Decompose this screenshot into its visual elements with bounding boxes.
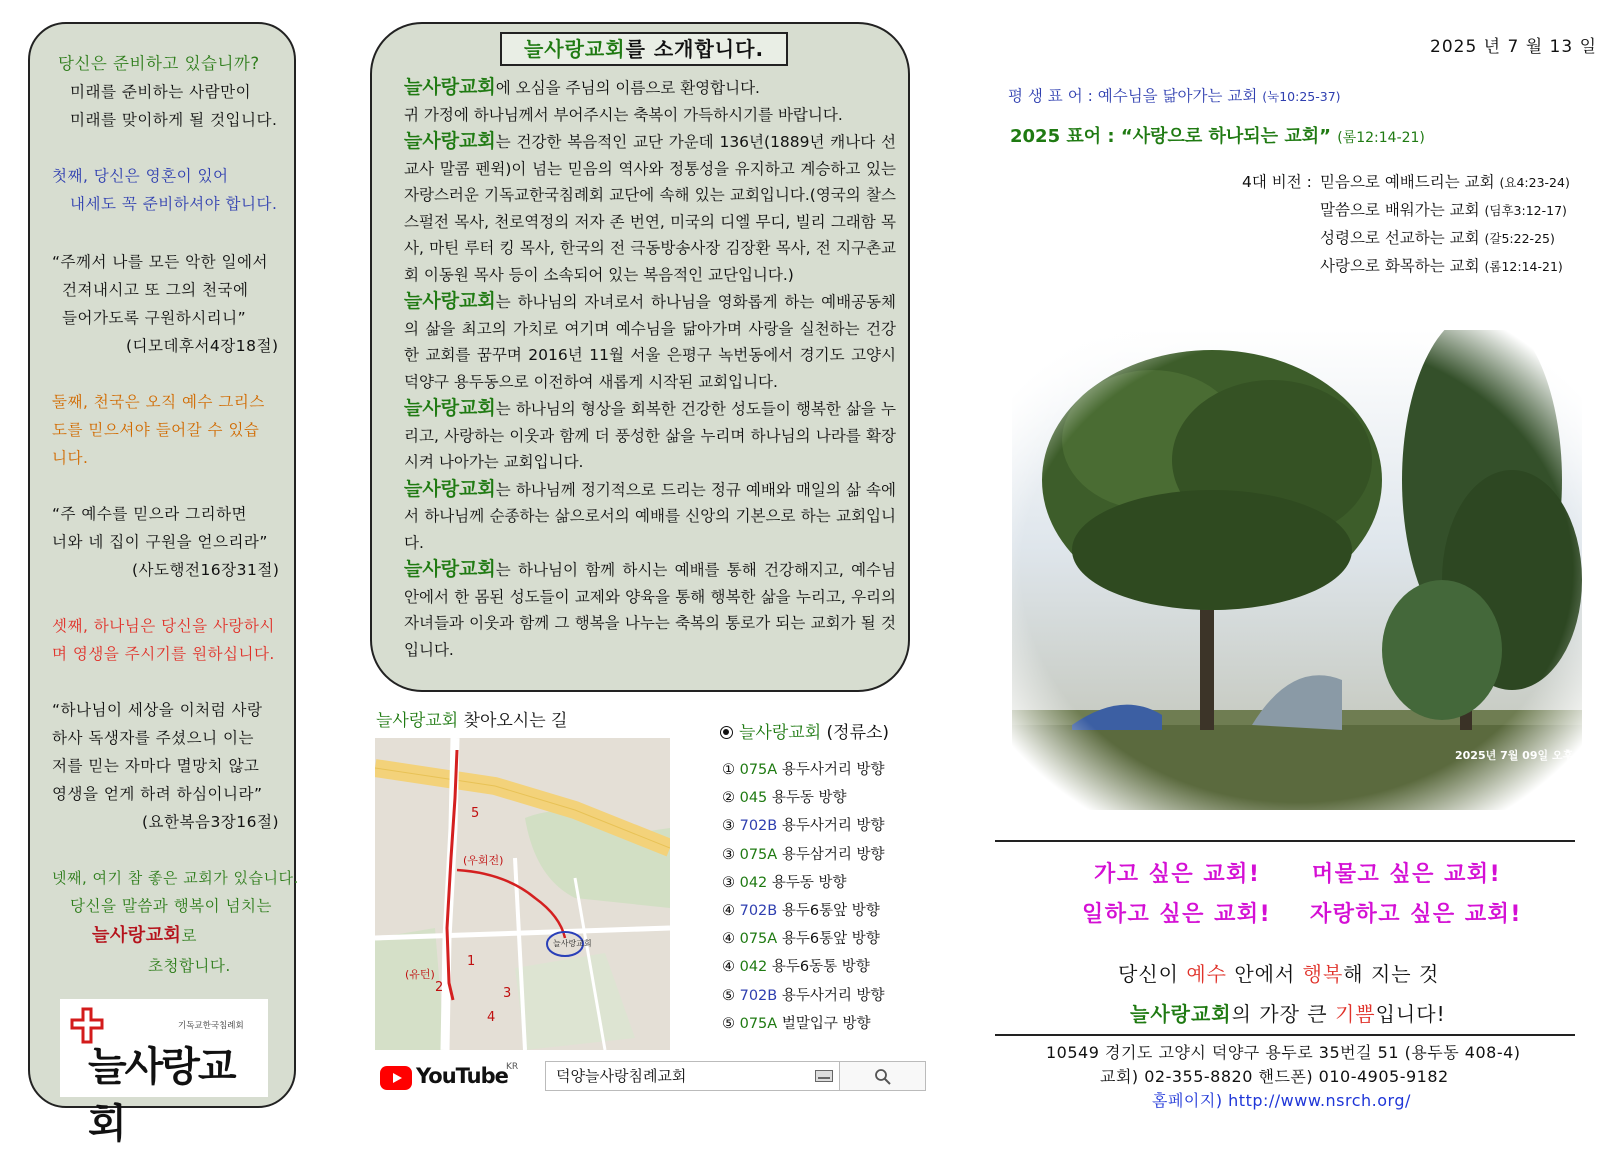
verse-line: 너와 네 집이 구원을 얻으리라”: [52, 533, 268, 551]
verse-reference: (요한복음3장16절): [142, 813, 280, 831]
bus-direction: 용두삼거리 방향: [781, 846, 885, 863]
intro-paragraph: 늘사랑교회는 하나님의 형상을 회복한 건강한 성도들이 행복한 삶을 누리고, 사랑하는 이웃과 함께 더 풍성한 삶을 누리며 하나님의 나라를 확장시켜 나아가는 교회입니다.: [404, 397, 896, 471]
youtube-logo[interactable]: [380, 1062, 530, 1094]
stop-number: ③: [722, 874, 735, 891]
stop-number: ④: [722, 959, 735, 976]
vision-item: 성령으로 선교하는 교회 (갈5:22-25): [1320, 229, 1555, 247]
bus-stop-row: [722, 843, 885, 864]
youtube-wordmark: YouTube: [416, 1064, 508, 1088]
bus-number: 042: [739, 959, 768, 976]
map-label-turn-right: (우회전): [463, 854, 504, 867]
church-phones: 교회) 02-355-8820 핸드폰) 010-4905-9182: [1100, 1067, 1449, 1086]
bus-direction: 용두사거리 방향: [781, 762, 885, 778]
bus-direction: 용두동 방향: [771, 790, 847, 807]
map-graphic: [375, 738, 670, 1050]
slogan-stay: 머물고 싶은 교회!: [1312, 862, 1502, 887]
bus-number: 075A: [739, 1015, 778, 1032]
bus-stop-row: [722, 927, 880, 948]
bus-stop-row: [722, 814, 885, 835]
map-marker-5: 5: [471, 806, 480, 821]
intro-paragraph: 늘사랑교회는 하나님의 자녀로서 하나님을 영화롭게 하는 예배공동체의 삶을 최고의 가치로 여기며 예수님을 닮아가며 사랑을 실천하는 건강한 교회를 꿈꾸며 2016년 11월 서울 은평구 녹번동에서 경기도 고양시 덕양구 용두동으로 이전하여 새롭게 시작된 교회입니다.: [404, 290, 896, 391]
search-input[interactable]: 덕양늘사랑침례교회: [545, 1061, 840, 1091]
first-point: 내세도 꼭 준비하셔야 합니다.: [70, 195, 278, 213]
stop-number: ③: [722, 846, 735, 863]
invitation-panel: [28, 22, 299, 1147]
bus-direction: 용두사거리 방향: [781, 818, 885, 835]
stop-number: ②: [722, 790, 735, 807]
question-title: 당신은 준비하고 있습니까?: [58, 54, 260, 73]
verse-line: 하사 독생자를 주셨으니 이는: [52, 729, 254, 747]
first-point: 첫째, 당신은 영혼이 있어: [52, 167, 229, 185]
logo-church-name: 늘사랑교회: [88, 1044, 235, 1147]
keyboard-icon[interactable]: [815, 1070, 833, 1082]
vision-label: 4대 비전 :: [1242, 173, 1312, 191]
stop-number: ①: [722, 762, 735, 778]
church-logo: [60, 999, 268, 1147]
bus-direction: 용두6통앞 방향: [781, 931, 880, 948]
bus-stop-row: [722, 871, 847, 892]
bus-number: 045: [739, 790, 768, 807]
intro-paragraph: 귀 가정에 하나님께서 부어주시는 축복이 가득하시기를 바랍니다.: [404, 105, 843, 124]
map-marker-1: 1: [467, 954, 476, 969]
church-homepage-link[interactable]: 홈페이지) http://www.nsrch.org/: [1152, 1091, 1411, 1110]
slogan-proud: 자랑하고 싶은 교회!: [1310, 902, 1522, 927]
verse-line: 저를 믿는 자마다 멸망치 않고: [52, 757, 260, 775]
map-marker-2: 2: [435, 980, 444, 995]
vision-item: 말씀으로 배워가는 교회 (딤후3:12-17): [1320, 201, 1567, 219]
stop-number: ④: [722, 931, 735, 948]
intro-body: [404, 74, 896, 663]
bus-stop-row: [722, 984, 885, 1005]
bus-direction: 벌말입구 방향: [781, 1015, 871, 1032]
bus-direction: 용두동 방향: [771, 874, 847, 891]
bus-number: 075A: [739, 762, 778, 778]
search-button[interactable]: [840, 1061, 926, 1091]
bus-stop-row: [722, 899, 880, 920]
vision-item: 믿음으로 예배드리는 교회 (요4:23-24): [1320, 173, 1570, 191]
slogan-work: 일하고 싶은 교회!: [1082, 902, 1272, 927]
photo-timestamp: 2025년 7월 09일 오후 6:54: [1455, 749, 1605, 762]
lifetime-motto: 평 생 표 어 : 예수님을 닮아가는 교회 (눅10:25-37): [1008, 87, 1341, 105]
divider: [995, 1034, 1575, 1036]
vision-item: 사랑으로 화목하는 교회 (롬12:14-21): [1320, 257, 1563, 275]
slogan-go: 가고 싶은 교회!: [1094, 862, 1261, 887]
verse-line: “주 예수를 믿으라 그리하면: [52, 505, 248, 523]
verse-line: “하나님이 세상을 이처럼 사랑: [52, 701, 263, 719]
stop-number: ⑤: [722, 1015, 735, 1032]
bus-number: 702B: [739, 987, 778, 1004]
third-point: 며 영생을 주시기를 원하십니다.: [52, 645, 275, 663]
intro-title: 늘사랑교회를 소개합니다.: [500, 32, 788, 66]
verse-line: 들어가도록 구원하시리니”: [62, 309, 247, 327]
second-point: 둘째, 천국은 오직 예수 그리스: [52, 393, 265, 411]
second-point: 도를 믿으셔야 들어갈 수 있습: [52, 421, 260, 439]
directions-heading: 늘사랑교회 찾아오시는 길: [376, 711, 568, 731]
map-church-label: 늘사랑교회: [553, 939, 592, 948]
fourth-point: 초청합니다.: [148, 957, 231, 975]
verse-reference: (사도행전16장31절): [132, 561, 280, 579]
fourth-point: 넷째, 여기 참 좋은 교회가 있습니다.: [52, 869, 299, 887]
bus-number: 075A: [739, 931, 778, 948]
fourth-point-church: 늘사랑교회로: [92, 925, 197, 946]
map-label-uturn: (유턴): [405, 968, 435, 981]
question-line: 미래를 준비하는 사람만이: [70, 83, 252, 101]
radio-icon: [720, 726, 733, 739]
bus-number: 075A: [739, 846, 778, 863]
bus-stop-row: [722, 786, 847, 807]
verse-reference: (디모데후서4장18절): [126, 337, 279, 355]
bus-number: 702B: [739, 818, 778, 835]
youtube-region: KR: [506, 1062, 519, 1072]
question-line: 미래를 맞이하게 될 것입니다.: [70, 111, 278, 129]
verse-line: “주께서 나를 모든 악한 일에서: [52, 253, 268, 271]
intro-paragraph: 늘사랑교회는 하나님께 정기적으로 드리는 정규 예배와 매일의 삶 속에서 하나님께 순종하는 삶으로서의 예배를 신앙의 기본으로 하는 교회입니다.: [404, 477, 896, 552]
joy-line: 늘사랑교회의 가장 큰 기쁨입니다!: [1130, 1002, 1446, 1026]
logo-denomination: 기독교한국침례회: [178, 1021, 244, 1031]
divider: [995, 840, 1575, 842]
search-icon: [874, 1068, 892, 1086]
bus-direction: 용두6통앞 방향: [781, 903, 880, 919]
youtube-play-icon: [380, 1066, 412, 1090]
bus-direction: 용두6동통 방향: [771, 959, 870, 976]
joy-line: 당신이 예수 안에서 행복해 지는 것: [1118, 962, 1440, 986]
second-point: 니다.: [52, 449, 89, 467]
stop-number: ④: [722, 903, 735, 919]
directions-map[interactable]: [375, 738, 670, 1050]
map-marker-4: 4: [487, 1010, 496, 1025]
bus-number: 042: [739, 874, 768, 891]
verse-line: 건져내시고 또 그의 천국에: [62, 281, 249, 299]
bus-number: 702B: [739, 903, 778, 919]
third-point: 셋째, 하나님은 당신을 사랑하시: [52, 617, 275, 635]
bus-stops-heading: 늘사랑교회 (정류소): [720, 718, 889, 743]
bulletin-date: 2025 년 7 월 13 일: [1430, 37, 1597, 57]
church-address: 10549 경기도 고양시 덕양구 용두로 35번길 51 (용두동 408-4): [1046, 1043, 1521, 1062]
map-marker-3: 3: [503, 986, 512, 1001]
intro-paragraph: 늘사랑교회는 하나님이 함께 하시는 예배를 통해 건강해지고, 예수님 안에서 한 몸된 성도들이 교제와 양육을 통해 행복한 삶을 누리고, 우리의 자녀들과 이웃과 함께 그 행복을 나누는 축복의 통로가 되는 교회가 될 것입니다.: [404, 558, 896, 659]
bus-direction: 용두사거리 방향: [781, 987, 885, 1004]
year-motto: 2025 표어 : “사랑으로 하나되는 교회” (롬12:14-21): [1010, 126, 1425, 147]
church-yard-photo: [1012, 330, 1582, 810]
verse-line: 영생을 얻게 하려 하심이니라”: [52, 785, 263, 803]
church-intro-panel: [370, 22, 910, 692]
stop-number: ⑤: [722, 987, 735, 1004]
intro-paragraph: 늘사랑교회는 건강한 복음적인 교단 가운데 136년(1889년 캐나다 선교사 말콤 펜윅)이 넘는 믿음의 역사와 정통성을 유지하고 계승하고 있는 자랑스러운 기독교한국침례회 교단에 속해 있는 교회입니다.(영국의 찰스 스펄전 목사, 천로역정의 저자 존 번연, 미국의 디엘 무디, 빌리 그래함 목사, 마틴 루터 킹 목사, 한국의 전 극동방송사장 김장환 목사, 전 지구촌교회 이동원 목사 등이 소속되어 있는 복음적인 교단입니다.): [404, 130, 896, 284]
intro-paragraph: 늘사랑교회에 오심을 주님의 이름으로 환영합니다.: [404, 76, 760, 98]
stop-number: ③: [722, 818, 735, 835]
fourth-point: 당신을 말씀과 행복이 넘치는: [70, 897, 272, 915]
bus-stop-row: [722, 758, 885, 779]
bus-stop-row: [722, 1012, 870, 1033]
bus-stop-row: [722, 955, 870, 976]
